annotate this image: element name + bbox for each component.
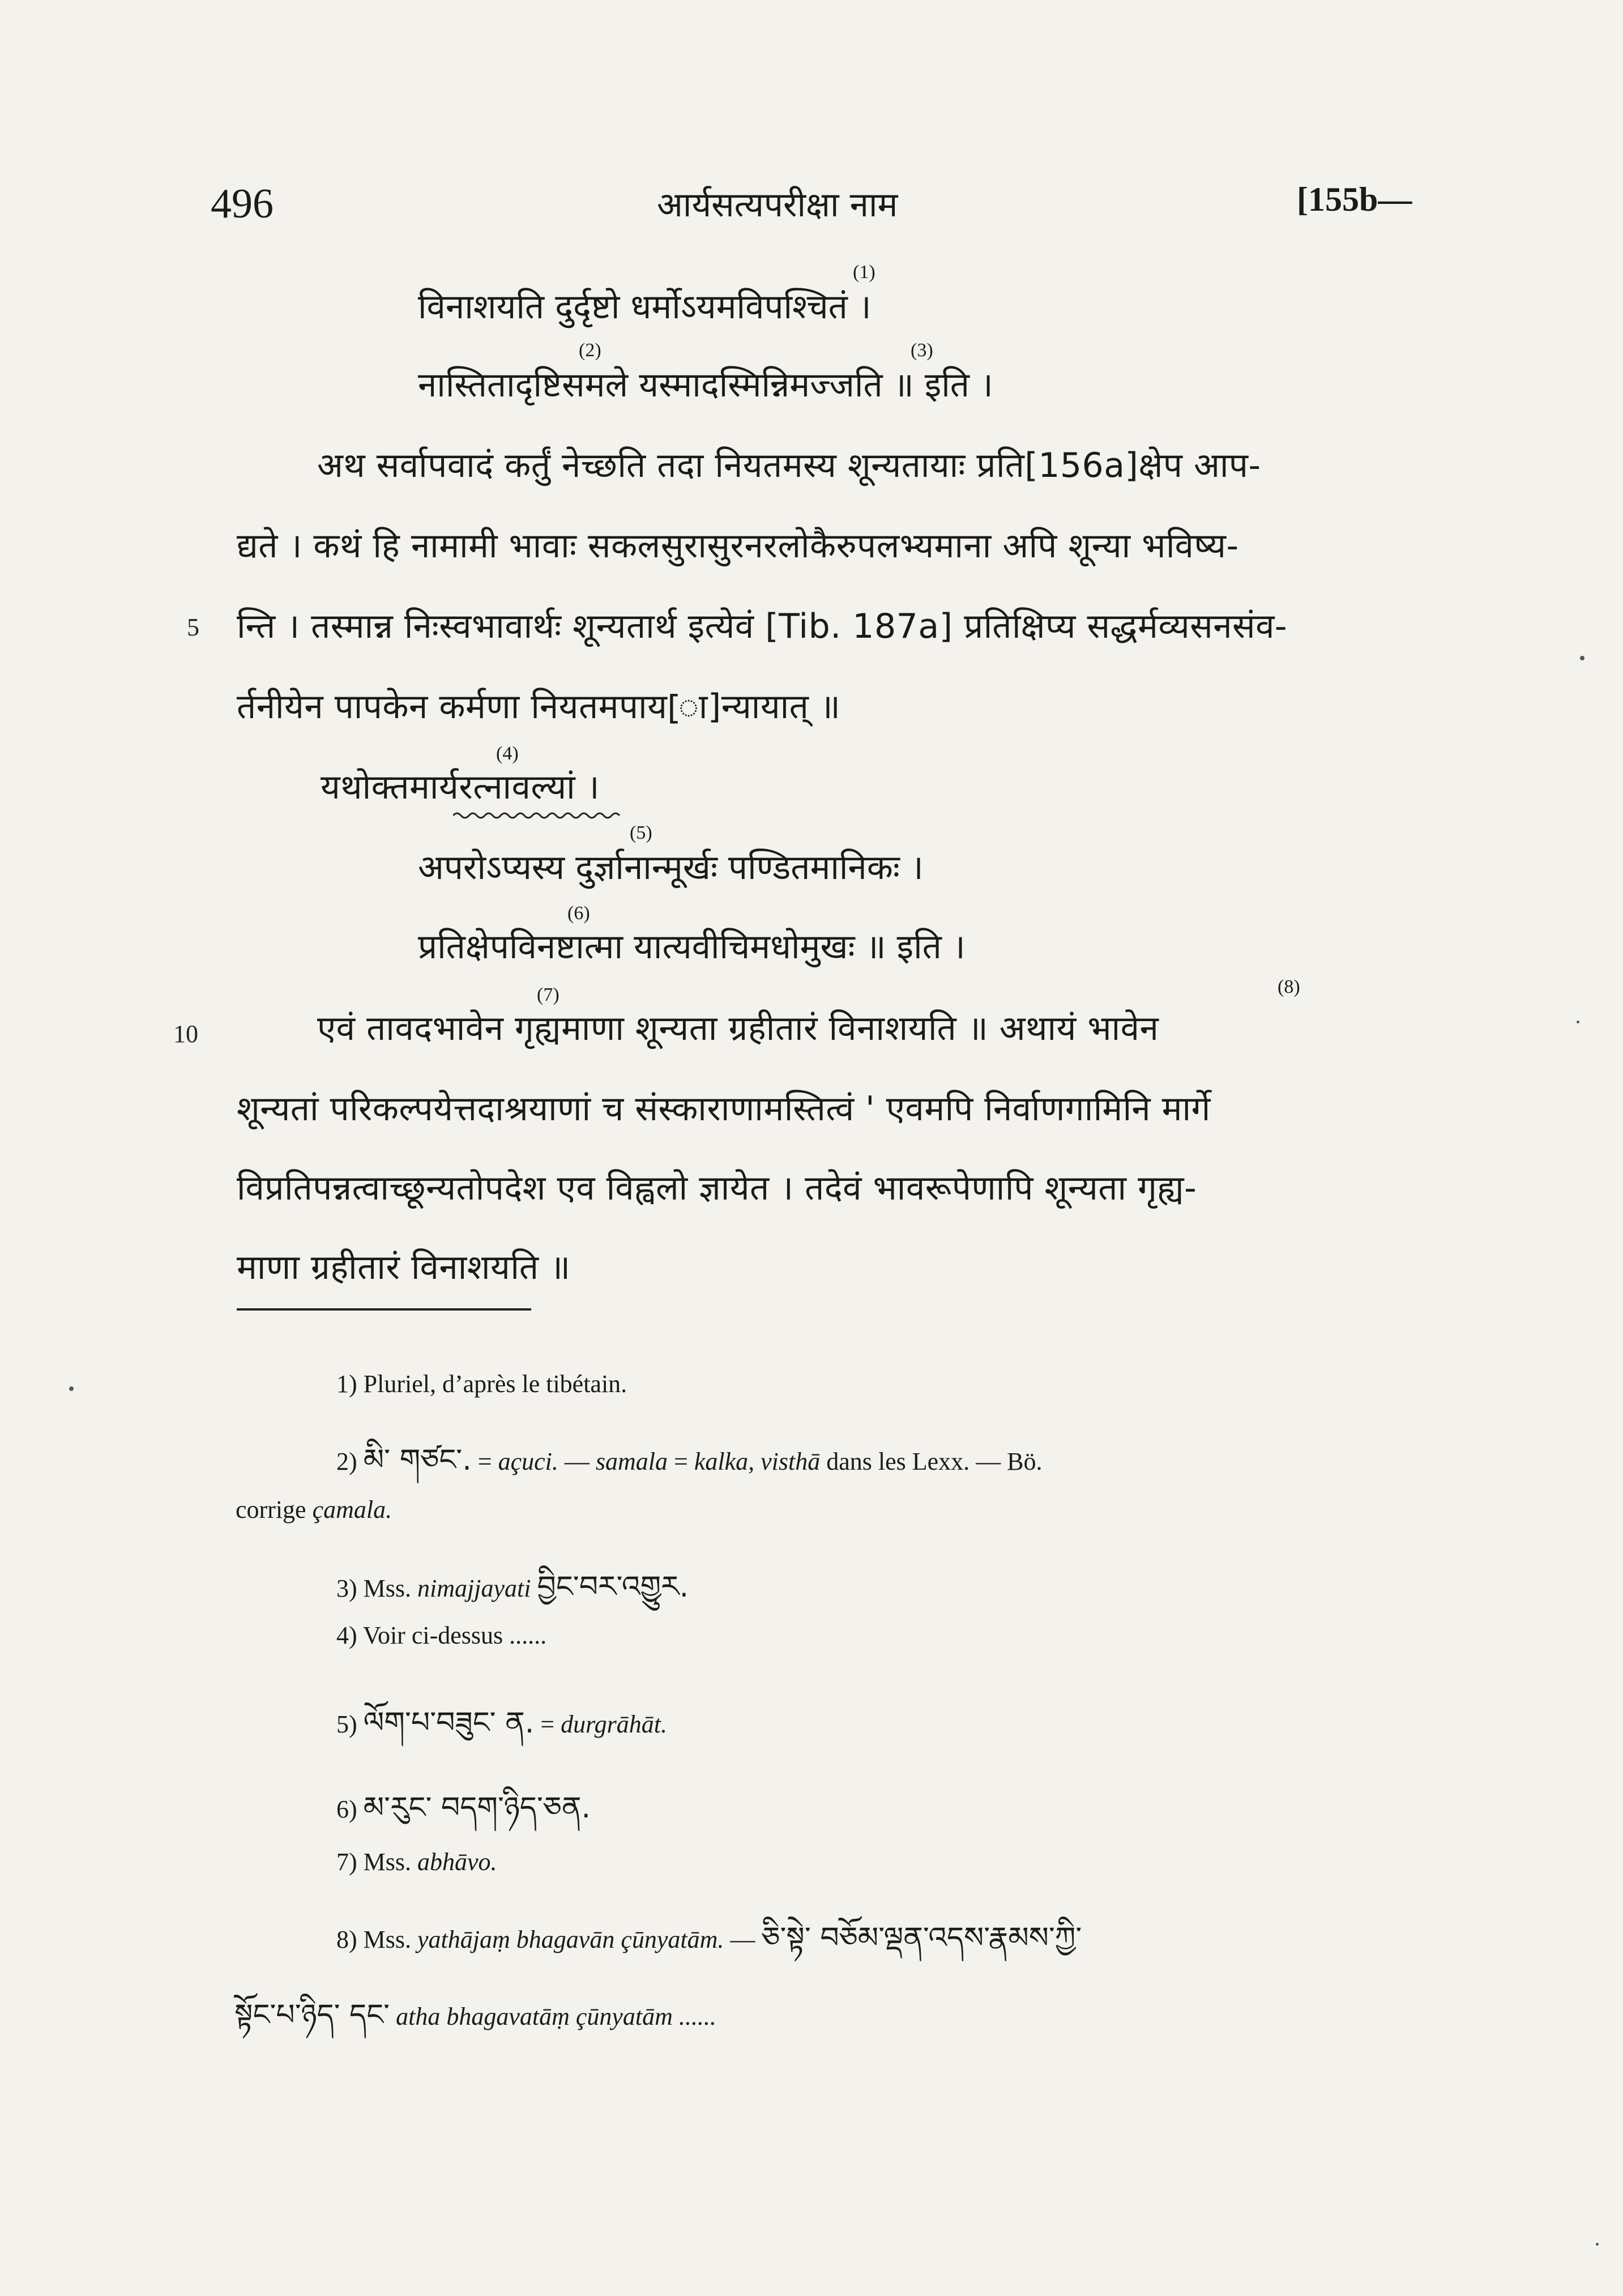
- footnote-2-cont-text: corrige: [236, 1496, 313, 1523]
- prose-1-line-3: न्ति । तस्मान्न निःस्वभावार्थः शून्यतार्थ इत्येवं [Tib. 187a] प्रतिक्षिप्य सद्धर्मव्यसनसंव-: [237, 607, 1288, 646]
- verse-1-line-1: विनाशयति दुर्दृष्टो धर्मोऽयमविपश्चितं ।: [418, 287, 872, 327]
- footnote-8: [336, 1905, 1082, 1988]
- quote-introduction: यथोक्तमार्यरत्नावल्यां ।: [321, 767, 600, 807]
- footnote-2-italic-c: kalka, visthā: [694, 1448, 821, 1475]
- footnote-ref-4: (4): [496, 743, 519, 764]
- footnote-3-tibetan: བྱིང་བར་འགྱུར.: [537, 1570, 689, 1604]
- footnote-8-italic: yathājaṃ bhagavān çūnyatām.: [417, 1926, 724, 1953]
- footnote-8-number: 8) Mss.: [336, 1926, 418, 1953]
- prose-2-line-2: शून्यतां परिकल्पयेत्तदाश्रयाणां च संस्काराणामस्तित्वं ' एवमपि निर्वाणगामिनि मार्गे: [237, 1089, 1211, 1129]
- footnote-8-continuation: [234, 1982, 716, 2065]
- page-number: 496: [211, 181, 274, 227]
- footnote-ref-2: (2): [579, 340, 601, 361]
- verse-1-line-2: नास्तितादृष्टिसमले यस्मादस्मिन्निमज्जति ॥ इति ।: [418, 365, 993, 405]
- footnote-5-number: 5): [336, 1710, 357, 1738]
- footnote-3-italic: nimajjayati: [417, 1574, 531, 1602]
- footnote-ref-3: (3): [911, 340, 933, 361]
- footnote-ref-6: (6): [567, 903, 590, 924]
- footnote-6-tibetan: མ་རུང་ བདག་ཉིད་ཅན.: [363, 1791, 591, 1825]
- prose-1-line-4: र्तनीयेन पापकेन कर्मणा नियतमपाय[ा]न्यायात् ॥: [237, 687, 841, 727]
- line-number-10: 10: [173, 1020, 198, 1048]
- footnote-ref-5: (5): [630, 822, 652, 843]
- footnote-7: [336, 1847, 497, 1876]
- footnote-ref-8: (8): [1278, 976, 1300, 997]
- prose-1-line-1: अथ सर्वापवादं कर्तुं नेच्छति तदा नियतमस्य शून्यतायाः प्रति[156a]क्षेप आप-: [317, 446, 1261, 485]
- footnote-2-number: 2): [336, 1448, 357, 1475]
- verse-2-line-2: प्रतिक्षेपविनष्टात्मा यात्यवीचिमधोमुखः ॥ इति ।: [418, 927, 966, 967]
- footnote-8-cont-italic: atha bhagavatāṃ çūnyatām ......: [396, 2003, 716, 2030]
- prose-1-line-2: द्यते । कथं हि नामामी भावाः सकलसुरासुरनरलोकैरुपलभ्यमाना अपि शून्या भविष्य-: [237, 526, 1239, 566]
- prose-2-line-4: माणा ग्रहीतारं विनाशयति ॥: [237, 1248, 571, 1287]
- footnote-6-number: 6): [336, 1795, 357, 1823]
- scan-speck: [69, 1386, 74, 1391]
- footnote-5: [336, 1690, 667, 1773]
- footnote-2-tibetan: མི་ གཙང་.: [363, 1443, 472, 1477]
- footnote-2-text-b: —: [558, 1448, 596, 1475]
- footnote-2-italic-b: samala: [595, 1448, 668, 1475]
- footnote-4: 4) Voir ci-dessus ......: [336, 1621, 547, 1649]
- scan-speck: [1596, 2243, 1599, 2246]
- footnote-3-number: 3) Mss.: [336, 1574, 418, 1602]
- footnote-8-tibetan: ཅི་སྟེ་ བཅོམ་ལྡན་འདས་རྣམས་ཀྱི་: [761, 1921, 1082, 1955]
- footnote-5-tibetan: ལོག་པ་བཟུང་ ན.: [363, 1706, 535, 1740]
- wavy-underline: [453, 811, 623, 820]
- footnote-2: [336, 1427, 1043, 1510]
- footnote-7-italic: abhāvo.: [417, 1848, 497, 1876]
- folio-reference: [155b—: [1297, 181, 1412, 218]
- running-title: आर्यसत्यपरीक्षा नाम: [657, 185, 898, 225]
- footnote-2-italic-a: açuci.: [498, 1448, 558, 1475]
- footnote-6: [336, 1775, 591, 1858]
- footnote-8-text: —: [724, 1926, 762, 1953]
- footnote-2-cont-italic: çamala.: [312, 1496, 392, 1523]
- line-number-5: 5: [187, 613, 199, 641]
- footnote-2-text-c: =: [668, 1448, 694, 1475]
- footnote-ref-7: (7): [537, 984, 559, 1005]
- scan-speck: [1577, 1021, 1579, 1023]
- footnote-2-text-d: dans les Lexx. — Bö.: [820, 1448, 1043, 1475]
- verse-2-line-1: अपरोऽप्यस्य दुर्ज्ञानान्मूर्खः पण्डितमानिकः ।: [418, 848, 924, 887]
- prose-2-line-1: एवं तावदभावेन गृह्यमाणा शून्यता ग्रहीतारं विनाशयति ॥ अथायं भावेन: [317, 1009, 1159, 1048]
- footnote-2-text-a: =: [477, 1448, 498, 1475]
- footnote-1: 1) Pluriel, d’après le tibétain.: [336, 1370, 627, 1398]
- footnote-7-number: 7) Mss.: [336, 1848, 418, 1876]
- footnote-5-italic: durgrāhāt.: [561, 1710, 667, 1738]
- scan-speck: [1580, 656, 1584, 660]
- prose-2-line-3: विप्रतिपन्नत्वाच्छून्यतोपदेश एव विह्वलो ज्ञायेत । तदेवं भावरूपेणापि शून्यता गृह्य-: [237, 1168, 1197, 1208]
- footnote-5-text: =: [540, 1710, 561, 1738]
- footnote-2-continuation: [236, 1495, 392, 1524]
- footnote-8-cont-tibetan: སྟོང་པ་ཉིད་ དང་: [234, 1998, 390, 2032]
- footnote-ref-1: (1): [853, 262, 875, 283]
- footnote-separator-rule: [237, 1308, 531, 1311]
